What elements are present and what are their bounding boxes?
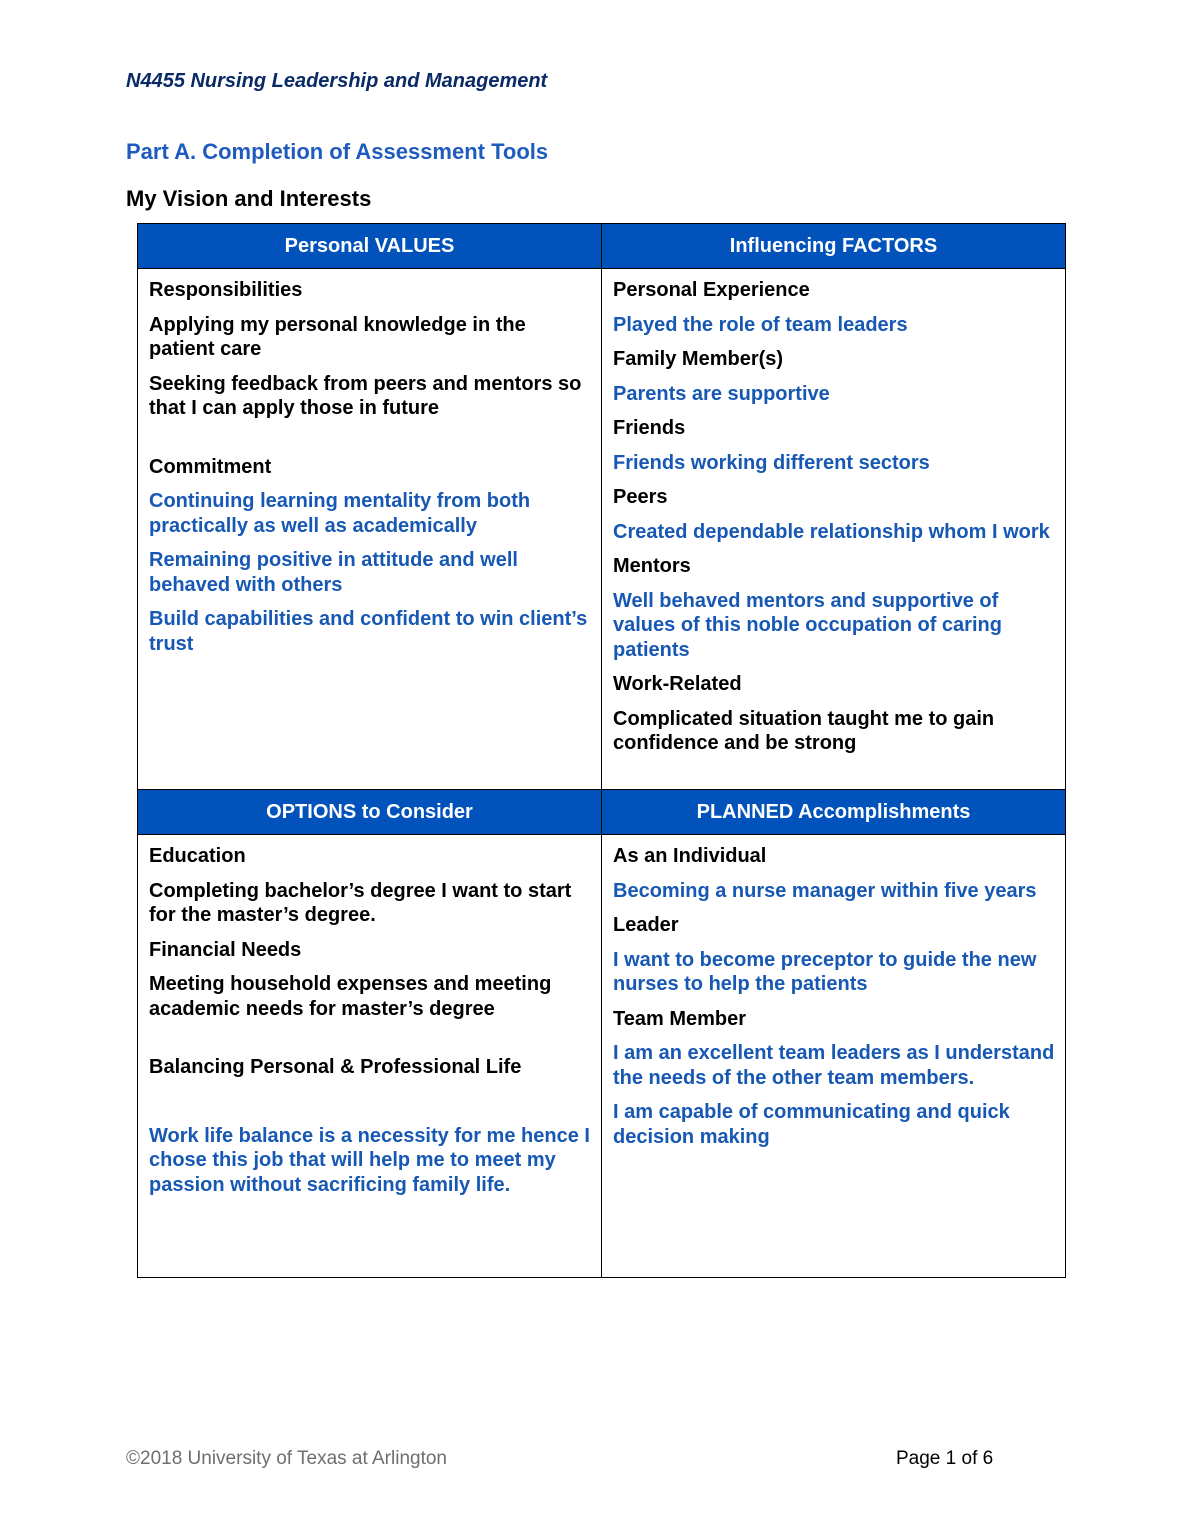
- category-label: Personal Experience: [613, 279, 810, 301]
- header-row-bottom: [138, 790, 1066, 835]
- list-item: I am capable of communicating and quick decision making: [613, 1101, 1010, 1148]
- planned-cell: [602, 835, 1066, 1278]
- list-item: Becoming a nurse manager within five years: [613, 879, 1037, 902]
- part-title: Part A. Completion of Assessment Tools: [126, 139, 549, 164]
- list-item: Continuing learning mentality from both practically as well as academically: [149, 490, 531, 537]
- section-subtitle: My Vision and Interests: [126, 186, 372, 211]
- footer-page-number: Page 1 of 6: [896, 1448, 994, 1469]
- category-label: Balancing Personal & Professional Life: [149, 1056, 522, 1078]
- list-item: Remaining positive in attitude and well behaved with others: [149, 549, 518, 596]
- list-item: Well behaved mentors and supportive of values of this noble occupation of caring patients: [613, 589, 1002, 661]
- list-item: Seeking feedback from peers and mentors so that I can apply those in future: [149, 372, 582, 419]
- category-label: Team Member: [613, 1007, 747, 1030]
- category-label: Leader: [613, 914, 679, 936]
- header-planned: PLANNED Accomplishments: [602, 790, 1066, 835]
- list-item: Meeting household expenses and meeting academic needs for master’s degree: [149, 973, 552, 1020]
- category-label: Commitment: [149, 455, 272, 478]
- category-label: Work-Related: [613, 673, 742, 695]
- category-label: Peers: [613, 486, 668, 508]
- category-label: Family Member(s): [613, 348, 784, 370]
- category-label: As an Individual: [613, 845, 767, 867]
- list-item: Created dependable relationship whom I work: [613, 520, 1050, 543]
- list-item: Complicated situation taught me to gain confidence and be strong: [613, 707, 995, 754]
- vision-table: [137, 223, 1066, 1278]
- content-row-top: [138, 269, 1066, 790]
- list-item: Completing bachelor’s degree I want to start for the master’s degree.: [149, 879, 572, 926]
- list-item: Work life balance is a necessity for me hence I chose this job that will help me to meet my passion without sacrificing family life.: [149, 1124, 590, 1196]
- header-influencing-factors: Influencing FACTORS: [602, 224, 1066, 269]
- category-label: Education: [149, 845, 246, 867]
- footer-copyright: ©2018 University of Texas at Arlington: [126, 1448, 447, 1469]
- header-personal-values: Personal VALUES: [138, 224, 602, 269]
- options-cell: [138, 835, 602, 1278]
- list-item: Friends working different sectors: [613, 451, 930, 474]
- category-label: Mentors: [613, 555, 691, 577]
- category-label: Financial Needs: [149, 938, 302, 961]
- category-label: Friends: [613, 417, 686, 439]
- content-row-bottom: [138, 835, 1066, 1278]
- influencing-factors-cell: [602, 269, 1066, 790]
- list-item: Played the role of team leaders: [613, 313, 908, 336]
- course-title: N4455 Nursing Leadership and Management: [126, 70, 548, 92]
- header-row-top: [138, 224, 1066, 269]
- personal-values-cell: [138, 269, 602, 790]
- header-options: OPTIONS to Consider: [138, 790, 602, 835]
- list-item: I want to become preceptor to guide the new nurses to help the patients: [613, 948, 1037, 995]
- list-item: Applying my personal knowledge in the patient care: [149, 313, 526, 360]
- list-item: Parents are supportive: [613, 382, 830, 405]
- list-item: I am an excellent team leaders as I understand the needs of the other team members.: [613, 1042, 1055, 1089]
- category-label: Responsibilities: [149, 279, 303, 301]
- list-item: Build capabilities and confident to win client’s trust: [149, 608, 588, 655]
